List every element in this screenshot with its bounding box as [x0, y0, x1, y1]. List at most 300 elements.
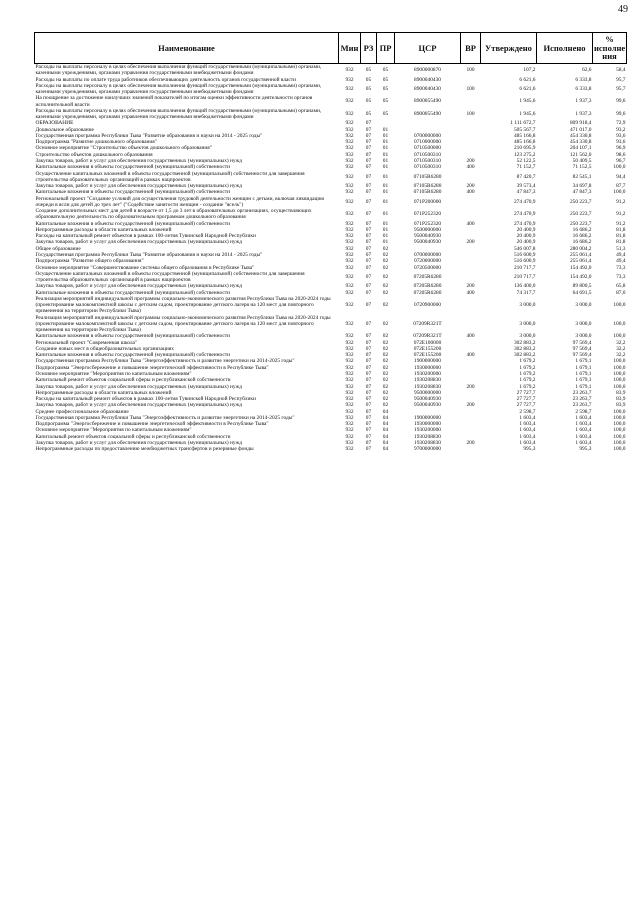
row-csr: 1930000000: [414, 364, 441, 371]
row-csr: 9700000000: [414, 446, 441, 453]
row-pr: 02: [382, 377, 389, 384]
row-executed: 121 562,0: [569, 151, 592, 158]
table-row: [35, 171, 627, 184]
table-row: [35, 208, 627, 221]
row-pr: 04: [382, 427, 389, 434]
row-vr: [461, 208, 481, 221]
row-executed: 1 603,4: [575, 427, 592, 434]
row-approved: 1 603,4: [519, 433, 536, 440]
row-min: 932: [345, 264, 354, 271]
row-percent: 91,2: [616, 220, 626, 227]
row-rz: 05: [365, 85, 372, 92]
row-percent: 58,4: [616, 67, 626, 74]
row-vr: 400: [466, 289, 475, 296]
row-min: 932: [345, 139, 354, 146]
row-min: 932: [345, 408, 354, 415]
row-pr: 04: [382, 408, 389, 415]
row-approved: 995,3: [523, 446, 536, 453]
row-pr: 02: [382, 358, 389, 365]
row-rz: 07: [365, 258, 372, 265]
row-rz: 07: [365, 377, 372, 384]
row-csr: 07209R321T: [413, 333, 442, 340]
row-percent: 49,4: [616, 251, 626, 258]
header-percent: % исполне ния: [593, 33, 627, 64]
row-csr: 1930208830: [414, 383, 441, 390]
row-approved: 1 679,2: [519, 358, 536, 365]
header-name: Наименование: [35, 33, 339, 64]
row-pr: 01: [382, 183, 389, 190]
row-percent: 100,0: [613, 439, 626, 446]
row-executed: 2 598,7: [575, 408, 592, 415]
row-percent: 100,0: [613, 383, 626, 390]
row-pr: 02: [382, 320, 389, 327]
row-percent: 51,3: [616, 245, 626, 252]
row-approved: 1 679,2: [519, 377, 536, 384]
row-executed: 3 000,0: [575, 333, 592, 340]
row-rz: 07: [365, 446, 372, 453]
row-name: На поощрение за достижение наилучших значений показателей по итогам оценки эффективности деятельности органов исполнительной власти: [35, 95, 313, 108]
row-pr: 02: [382, 352, 389, 359]
row-executed: 255 061,4: [569, 251, 592, 258]
row-executed: 471 017,0: [569, 126, 592, 133]
row-name: Создание новых мест в общеобразовательных организациях: [35, 345, 174, 352]
row-csr: 9500040930: [414, 402, 441, 409]
row-name: Закупка товаров, работ и услуг для обеспечения государственных (муниципальных) нужд: [35, 383, 243, 390]
row-percent: 100,0: [613, 377, 626, 384]
row-min: 932: [345, 226, 354, 233]
row-csr: 8900000870: [414, 67, 441, 74]
row-min: 932: [345, 383, 354, 390]
row-csr: 0720000000: [414, 258, 441, 265]
row-executed: 454 330,8: [569, 139, 592, 146]
row-percent: 93,2: [616, 126, 626, 133]
row-rz: 07: [365, 408, 372, 415]
row-vr: 200: [466, 439, 475, 446]
row-min: 932: [345, 371, 354, 378]
row-rz: 07: [365, 245, 372, 252]
row-pr: 04: [382, 433, 389, 440]
row-min: 932: [345, 358, 354, 365]
row-csr: 0720900000: [414, 302, 441, 309]
row-name: Капитальные вложения в объекты государственной (муниципальной) собственности: [35, 189, 230, 196]
row-csr: 07205R6280: [413, 273, 442, 280]
row-approved: 6 621,6: [519, 76, 536, 83]
row-min: 932: [345, 145, 354, 152]
row-percent: 73,3: [616, 264, 626, 271]
row-name: Капитальные вложения в объекты государственной (муниципальной) собственности: [35, 164, 230, 171]
row-rz: 07: [365, 211, 372, 218]
row-min: 932: [345, 273, 354, 280]
row-min: 932: [345, 433, 354, 440]
row-pr: 05: [382, 98, 389, 105]
row-min: 932: [345, 189, 354, 196]
row-approved: 20 400,9: [516, 233, 536, 240]
row-pr: 02: [382, 396, 389, 403]
row-csr: 9500000000: [414, 226, 441, 233]
row-csr: 1900000000: [414, 358, 441, 365]
row-pr: 02: [382, 371, 389, 378]
row-approved: 516 600,9: [513, 251, 536, 258]
row-approved: 1 603,4: [519, 427, 536, 434]
header-vr: ВР: [461, 33, 481, 64]
row-pr: 04: [382, 421, 389, 428]
row-name: Строительство объектов дошкольного образования: [35, 151, 153, 158]
row-approved: 485 166,8: [513, 132, 536, 139]
row-rz: 07: [365, 439, 372, 446]
row-percent: 65,8: [616, 283, 626, 290]
row-approved: 302 883,2: [513, 345, 536, 352]
row-pr: 02: [382, 302, 389, 309]
row-min: 932: [345, 251, 354, 258]
row-min: 932: [345, 157, 354, 164]
budget-table: [34, 32, 627, 452]
row-percent: 95,7: [616, 76, 626, 83]
row-name: Общее образование: [35, 245, 81, 252]
row-pr: 04: [382, 446, 389, 453]
row-percent: 99,6: [616, 98, 626, 105]
row-approved: 1 603,4: [519, 414, 536, 421]
row-name: Расходы на выплаты персоналу в целях обеспечения выполнения функций государственными (муниципальными) органами, казенными учреждениями, органами управления государственными внебюджетными фондами: [35, 107, 322, 121]
header-csr: ЦСР: [395, 33, 461, 64]
row-executed: 809 918,4: [569, 120, 592, 127]
row-percent: 100,0: [613, 427, 626, 434]
row-rz: 07: [365, 198, 372, 205]
row-executed: 1 679,1: [575, 364, 592, 371]
row-csr: 8900040430: [414, 76, 441, 83]
row-pr: 01: [382, 226, 389, 233]
row-percent: 100,0: [613, 421, 626, 428]
row-rz: 07: [365, 139, 372, 146]
row-name: Подпрограмма "Развитие дошкольного образования": [35, 139, 157, 146]
header-min: Мин: [339, 33, 361, 64]
row-executed: 89 800,5: [572, 283, 592, 290]
row-min: 932: [345, 333, 354, 340]
row-min: 932: [345, 421, 354, 428]
row-executed: 62,6: [582, 67, 592, 74]
row-approved: 302 883,2: [513, 339, 536, 346]
row-min: 932: [345, 283, 354, 290]
row-rz: 07: [365, 364, 372, 371]
row-min: 932: [345, 220, 354, 227]
row-vr: 400: [466, 352, 475, 359]
row-pr: 01: [382, 139, 389, 146]
row-vr: [461, 196, 481, 209]
row-rz: 07: [365, 352, 372, 359]
row-rz: 07: [365, 358, 372, 365]
row-min: 932: [345, 439, 354, 446]
row-name: Непрограммные расходы в области капитальных вложений: [35, 389, 172, 396]
row-csr: 0710500000: [414, 145, 441, 152]
row-pr: 02: [382, 364, 389, 371]
row-executed: 1 937,3: [575, 110, 592, 117]
row-min: 932: [345, 126, 354, 133]
row-percent: 32,2: [616, 345, 626, 352]
row-pr: 01: [382, 164, 389, 171]
row-percent: 95,7: [616, 85, 626, 92]
row-min: 932: [345, 245, 354, 252]
row-pr: 05: [382, 85, 389, 92]
row-approved: 1 679,2: [519, 371, 536, 378]
row-csr: 07209R321T: [413, 320, 442, 327]
row-percent: 100,0: [613, 189, 626, 196]
header-rz: РЗ: [361, 33, 377, 64]
row-vr: 100: [466, 110, 475, 117]
row-min: 932: [345, 402, 354, 409]
row-rz: 07: [365, 132, 372, 139]
row-pr: 02: [382, 345, 389, 352]
row-executed: 6 333,8: [575, 76, 592, 83]
row-pr: 01: [382, 211, 389, 218]
row-rz: 07: [365, 264, 372, 271]
row-name: Создание дополнительных мест для детей в возрасте от 1,5 до 3 лет в образовательных организациях, осуществляющих образовательную деятельность по образовательным программам дошкольного образования: [35, 208, 312, 221]
row-percent: 83,9: [616, 396, 626, 403]
row-vr: [461, 271, 481, 284]
row-csr: 1930000000: [414, 421, 441, 428]
row-approved: 274 470,9: [513, 211, 536, 218]
row-csr: 1900000000: [414, 414, 441, 421]
row-percent: 100,0: [613, 446, 626, 453]
row-min: 932: [345, 183, 354, 190]
table-row: [35, 296, 627, 315]
row-pr: 02: [382, 283, 389, 290]
row-min: 932: [345, 132, 354, 139]
row-percent: 91,2: [616, 198, 626, 205]
row-pr: 02: [382, 289, 389, 296]
row-min: 932: [345, 446, 354, 453]
row-rz: 07: [365, 173, 372, 180]
row-min: 932: [345, 120, 354, 127]
row-rz: 07: [365, 164, 372, 171]
row-approved: 3 000,0: [519, 333, 536, 340]
row-rz: 07: [365, 345, 372, 352]
row-pr: 01: [382, 239, 389, 246]
row-approved: 6 621,6: [519, 85, 536, 92]
row-min: 932: [345, 110, 354, 117]
row-executed: 1 679,1: [575, 383, 592, 390]
row-percent: 81,8: [616, 226, 626, 233]
row-min: 932: [345, 427, 354, 434]
row-name: Основное мероприятие "Мероприятия по капитальным вложениям": [35, 427, 192, 434]
row-min: 932: [345, 320, 354, 327]
row-approved: 20 400,9: [516, 239, 536, 246]
row-percent: 100,0: [613, 371, 626, 378]
row-approved: 516 600,9: [513, 258, 536, 265]
row-name: Капитальные вложения в объекты государственной (муниципальной) собственности: [35, 333, 230, 340]
row-name: Подпрограмма "Развитие общего образования": [35, 258, 144, 265]
row-pr: 02: [382, 258, 389, 265]
row-vr: 200: [466, 283, 475, 290]
row-approved: 107,2: [523, 67, 536, 74]
row-csr: 0710500310: [414, 164, 441, 171]
row-name: Капитальные вложения в объекты государственной (муниципальной) собственности: [35, 289, 230, 296]
row-percent: 72,9: [616, 120, 626, 127]
row-name: Реализация мероприятий индивидуальной программы социально-экономического развития Республики Тыва на 2020-2024 годы (проектирование малокомплектной школы с детским садом, проектирование детского лагеря на 120 мест для повторного применения на территории Республики Тыва): [35, 295, 331, 315]
row-pr: 04: [382, 439, 389, 446]
row-rz: 07: [365, 189, 372, 196]
row-approved: 1 945,6: [519, 98, 536, 105]
row-executed: 97 569,4: [572, 352, 592, 359]
row-rz: 07: [365, 414, 372, 421]
row-name: Закупка товаров, работ и услуг для обеспечения государственных (муниципальных) нужд: [35, 183, 243, 190]
row-percent: 73,3: [616, 273, 626, 280]
row-percent: 81,8: [616, 239, 626, 246]
row-rz: 07: [365, 302, 372, 309]
row-executed: 255 061,4: [569, 258, 592, 265]
row-pr: 02: [382, 264, 389, 271]
row-name: Закупка товаров, работ и услуг для обеспечения государственных (муниципальных) нужд: [35, 402, 243, 409]
row-approved: 485 166,8: [513, 139, 536, 146]
row-rz: 07: [365, 371, 372, 378]
row-rz: 07: [365, 226, 372, 233]
row-csr: 071P252320: [413, 220, 442, 227]
row-name: Расходы на капитальный ремонт объектов в рамках 100-летия Тувинской Народной Республики: [35, 233, 256, 240]
row-pr: 01: [382, 189, 389, 196]
row-vr: 100: [466, 67, 475, 74]
row-vr: [461, 95, 481, 108]
row-min: 932: [345, 302, 354, 309]
row-executed: 97 569,4: [572, 345, 592, 352]
row-executed: 1 937,3: [575, 98, 592, 105]
row-min: 932: [345, 239, 354, 246]
row-rz: 07: [365, 402, 372, 409]
row-pr: 01: [382, 145, 389, 152]
row-name: Подпрограмма "Энергосбережение и повышение энергетической эффективности в Республике Тыва": [35, 364, 269, 371]
row-rz: 07: [365, 333, 372, 340]
row-csr: 07205R6280: [413, 283, 442, 290]
row-rz: 07: [365, 233, 372, 240]
row-vr: [461, 171, 481, 184]
row-min: 932: [345, 67, 354, 74]
row-executed: 23 263,7: [572, 396, 592, 403]
row-approved: 546 007,8: [513, 245, 536, 252]
row-vr: 400: [466, 189, 475, 196]
row-rz: 07: [365, 383, 372, 390]
row-approved: 505 567,7: [513, 126, 536, 133]
row-rz: 07: [365, 120, 372, 127]
row-vr: 400: [466, 220, 475, 227]
row-percent: 96,7: [616, 157, 626, 164]
row-name: Капитальный ремонт объектов социальной сферы и республиканской собственности: [35, 433, 231, 440]
row-min: 932: [345, 76, 354, 83]
row-approved: 47 847,3: [516, 189, 536, 196]
row-vr: 100: [466, 85, 475, 92]
row-min: 932: [345, 164, 354, 171]
row-executed: 995,3: [579, 446, 592, 453]
row-csr: 0700000000: [414, 132, 441, 139]
row-pr: 01: [382, 157, 389, 164]
row-percent: 49,4: [616, 258, 626, 265]
row-rz: 07: [365, 283, 372, 290]
row-min: 932: [345, 352, 354, 359]
row-pr: 02: [382, 383, 389, 390]
row-approved: 1 679,2: [519, 383, 536, 390]
row-csr: 1930200000: [414, 427, 441, 434]
row-vr: 200: [466, 239, 475, 246]
row-pr: 05: [382, 67, 389, 74]
row-pr: 01: [382, 151, 389, 158]
row-rz: 05: [365, 67, 372, 74]
row-executed: 250 223,7: [569, 220, 592, 227]
row-approved: 274 470,9: [513, 198, 536, 205]
row-pr: 02: [382, 245, 389, 252]
row-min: 932: [345, 85, 354, 92]
row-name: Расходы на выплаты по оплате труда работников обеспечивающих деятельность органов государственной власти: [35, 76, 297, 83]
row-percent: 87,7: [616, 183, 626, 190]
table-row: [35, 196, 627, 209]
row-rz: 05: [365, 110, 372, 117]
header-executed: Исполнено: [537, 33, 593, 64]
row-percent: 100,0: [613, 164, 626, 171]
row-approved: 39 573,4: [516, 183, 536, 190]
row-pr: 04: [382, 414, 389, 421]
row-pr: 02: [382, 251, 389, 258]
row-csr: 8900040430: [414, 85, 441, 92]
row-approved: 1 679,2: [519, 364, 536, 371]
row-csr: 072E155200: [413, 352, 442, 359]
row-min: 932: [345, 345, 354, 352]
row-name: Среднее профессиональное образование: [35, 408, 129, 415]
row-pr: 01: [382, 233, 389, 240]
row-rz: 07: [365, 320, 372, 327]
row-csr: 071P252320: [413, 211, 442, 218]
row-percent: 83,9: [616, 402, 626, 409]
row-csr: 0710000000: [414, 139, 441, 146]
row-executed: 250 223,7: [569, 211, 592, 218]
row-min: 932: [345, 289, 354, 296]
row-approved: 1 603,4: [519, 421, 536, 428]
row-percent: 96,9: [616, 145, 626, 152]
row-name: Государственная программа Республики Тыва "Энергоэффективность и развитие энергетики на 2014-2025 годы": [35, 358, 295, 365]
row-rz: 07: [365, 251, 372, 258]
row-executed: 3 000,0: [575, 320, 592, 327]
row-executed: 454 330,8: [569, 132, 592, 139]
row-vr: 200: [466, 183, 475, 190]
row-csr: 8900055490: [414, 110, 441, 117]
row-name: Региональный проект "Создание условий для осуществления трудовой деятельности женщин с детьми, включая ликвидацию очереди в ясли для детей до трех лет" ("Содействие занятости женщин - создание "ясель"): [35, 195, 325, 208]
table-body: [35, 64, 627, 453]
row-executed: 3 000,0: [575, 302, 592, 309]
row-pr: 01: [382, 220, 389, 227]
row-csr: 0710500310: [414, 151, 441, 158]
row-pr: 02: [382, 273, 389, 280]
row-approved: 136 400,0: [513, 283, 536, 290]
row-percent: 100,0: [613, 320, 626, 327]
row-executed: 1 679,1: [575, 371, 592, 378]
row-percent: 100,0: [613, 364, 626, 371]
row-min: 932: [345, 364, 354, 371]
row-executed: 82 545,1: [572, 173, 592, 180]
row-rz: 07: [365, 183, 372, 190]
page-number: 49: [618, 4, 628, 15]
row-name: Непрограммные расходы в области капитальных вложений: [35, 226, 172, 233]
row-csr: 07205R6280: [413, 289, 442, 296]
row-name: Реализация мероприятий индивидуальной программы социально-экономического развития Республики Тыва на 2020-2024 годы (проектирование малокомплектной школы с детским садом, проектирование детского лагеря на 120 мест для повторного применения на территории Республики Тыва): [35, 314, 331, 334]
row-name: Основное мероприятие "Совершенствование системы общего образования в Республике Тыва": [35, 264, 255, 271]
table-header-row: [35, 33, 627, 64]
row-vr: 200: [466, 383, 475, 390]
row-name: Закупка товаров, работ и услуг для обеспечения государственных (муниципальных) нужд: [35, 157, 243, 164]
row-executed: 16 686,2: [572, 239, 592, 246]
row-approved: 274 470,9: [513, 220, 536, 227]
row-rz: 07: [365, 433, 372, 440]
row-percent: 100,0: [613, 433, 626, 440]
row-approved: 27 727,7: [516, 396, 536, 403]
row-executed: 23 263,7: [572, 389, 592, 396]
row-executed: 6 333,8: [575, 85, 592, 92]
row-name: Расходы на выплаты персоналу в целях обеспечения выполнения функций государственными (муниципальными) органами, казенными учреждениями, органами управления государственными внебюджетными фондами: [35, 64, 322, 77]
row-percent: 91,2: [616, 211, 626, 218]
row-approved: 1 603,4: [519, 439, 536, 446]
